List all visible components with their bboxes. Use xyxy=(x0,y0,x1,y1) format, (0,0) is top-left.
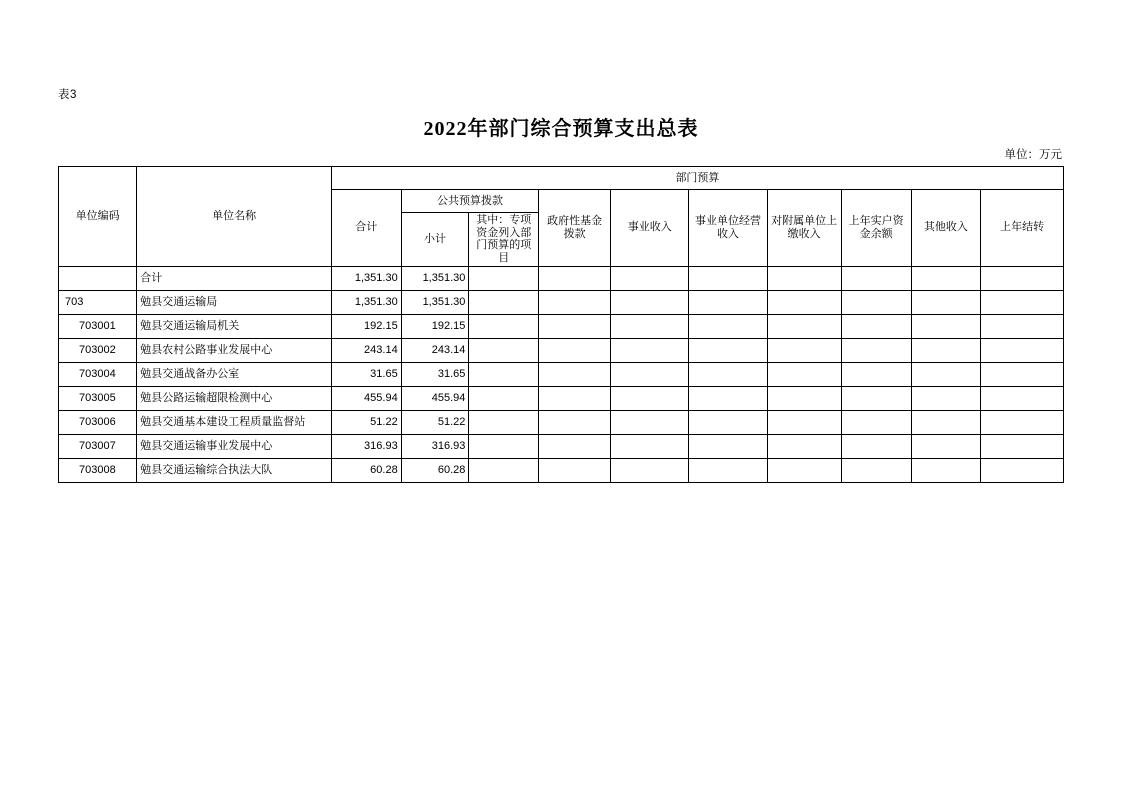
cell-asset-balance xyxy=(841,362,911,386)
cell-shiye xyxy=(611,434,689,458)
cell-other xyxy=(911,290,981,314)
cell-special xyxy=(469,386,539,410)
cell-other xyxy=(911,434,981,458)
column-header-prior-year-asset-balance: 上年实户资金余额 xyxy=(841,190,911,267)
cell-subtotal: 1,351.30 xyxy=(401,290,469,314)
cell-affiliated xyxy=(767,314,841,338)
unit-note: 单位：万元 xyxy=(1004,149,1062,161)
cell-affiliated xyxy=(767,386,841,410)
cell-unit-code: 703007 xyxy=(59,434,137,458)
column-header-gov-fund: 政府性基金拨款 xyxy=(539,190,611,267)
cell-operating xyxy=(689,266,767,290)
cell-total: 243.14 xyxy=(331,338,401,362)
cell-total: 1,351.30 xyxy=(331,290,401,314)
cell-carryover xyxy=(981,410,1064,434)
cell-shiye xyxy=(611,338,689,362)
cell-carryover xyxy=(981,338,1064,362)
cell-special xyxy=(469,434,539,458)
cell-gov-fund xyxy=(539,290,611,314)
cell-affiliated xyxy=(767,266,841,290)
budget-table-container xyxy=(58,166,1064,483)
cell-shiye xyxy=(611,314,689,338)
sheet-label: 表3 xyxy=(58,89,77,101)
cell-asset-balance xyxy=(841,338,911,362)
cell-subtotal: 243.14 xyxy=(401,338,469,362)
cell-gov-fund xyxy=(539,314,611,338)
cell-unit-name: 勉县农村公路事业发展中心 xyxy=(137,338,332,362)
cell-unit-name: 勉县交通运输局 xyxy=(137,290,332,314)
column-header-unit-name: 单位名称 xyxy=(137,167,332,267)
cell-carryover xyxy=(981,386,1064,410)
cell-operating xyxy=(689,410,767,434)
cell-unit-code: 703 xyxy=(59,290,137,314)
cell-unit-name: 勉县公路运输超限检测中心 xyxy=(137,386,332,410)
cell-shiye xyxy=(611,386,689,410)
cell-gov-fund xyxy=(539,362,611,386)
budget-table xyxy=(58,166,1064,483)
cell-carryover xyxy=(981,362,1064,386)
cell-subtotal: 455.94 xyxy=(401,386,469,410)
cell-asset-balance xyxy=(841,458,911,482)
cell-total: 316.93 xyxy=(331,434,401,458)
cell-affiliated xyxy=(767,362,841,386)
cell-unit-code: 703004 xyxy=(59,362,137,386)
cell-unit-code: 703001 xyxy=(59,314,137,338)
cell-gov-fund xyxy=(539,386,611,410)
cell-gov-fund xyxy=(539,338,611,362)
cell-affiliated xyxy=(767,434,841,458)
cell-special xyxy=(469,266,539,290)
cell-unit-code xyxy=(59,266,137,290)
cell-asset-balance xyxy=(841,434,911,458)
cell-gov-fund xyxy=(539,434,611,458)
cell-affiliated xyxy=(767,410,841,434)
cell-asset-balance xyxy=(841,266,911,290)
cell-special xyxy=(469,290,539,314)
cell-subtotal: 51.22 xyxy=(401,410,469,434)
cell-unit-name: 勉县交通运输综合执法大队 xyxy=(137,458,332,482)
cell-total: 31.65 xyxy=(331,362,401,386)
cell-affiliated xyxy=(767,290,841,314)
cell-carryover xyxy=(981,314,1064,338)
table-row xyxy=(59,410,1064,434)
cell-operating xyxy=(689,458,767,482)
cell-asset-balance xyxy=(841,290,911,314)
cell-operating xyxy=(689,362,767,386)
cell-operating xyxy=(689,338,767,362)
cell-affiliated xyxy=(767,458,841,482)
cell-unit-code: 703006 xyxy=(59,410,137,434)
table-header xyxy=(59,167,1064,267)
cell-other xyxy=(911,458,981,482)
table-row xyxy=(59,290,1064,314)
cell-unit-code: 703008 xyxy=(59,458,137,482)
cell-carryover xyxy=(981,290,1064,314)
column-header-public-budget: 公共预算拨款 xyxy=(401,190,539,213)
cell-unit-name: 勉县交通基本建设工程质量监督站 xyxy=(137,410,332,434)
cell-unit-name: 勉县交通战备办公室 xyxy=(137,362,332,386)
table-row xyxy=(59,362,1064,386)
cell-affiliated xyxy=(767,338,841,362)
cell-other xyxy=(911,314,981,338)
cell-total: 51.22 xyxy=(331,410,401,434)
header-row-group xyxy=(59,167,1064,190)
cell-other xyxy=(911,410,981,434)
cell-shiye xyxy=(611,458,689,482)
page-title: 2022年部门综合预算支出总表 xyxy=(423,118,699,140)
cell-unit-name: 勉县交通运输局机关 xyxy=(137,314,332,338)
table-row xyxy=(59,386,1064,410)
cell-subtotal: 31.65 xyxy=(401,362,469,386)
cell-subtotal: 192.15 xyxy=(401,314,469,338)
cell-shiye xyxy=(611,266,689,290)
cell-special xyxy=(469,314,539,338)
cell-gov-fund xyxy=(539,410,611,434)
cell-operating xyxy=(689,290,767,314)
cell-unit-code: 703005 xyxy=(59,386,137,410)
cell-subtotal: 316.93 xyxy=(401,434,469,458)
cell-subtotal: 1,351.30 xyxy=(401,266,469,290)
cell-special xyxy=(469,410,539,434)
table-row xyxy=(59,338,1064,362)
column-header-total: 合计 xyxy=(331,190,401,267)
cell-total: 60.28 xyxy=(331,458,401,482)
cell-operating xyxy=(689,386,767,410)
cell-operating xyxy=(689,434,767,458)
table-row xyxy=(59,314,1064,338)
cell-shiye xyxy=(611,290,689,314)
cell-subtotal: 60.28 xyxy=(401,458,469,482)
cell-asset-balance xyxy=(841,314,911,338)
table-row xyxy=(59,458,1064,482)
cell-other xyxy=(911,338,981,362)
cell-unit-code: 703002 xyxy=(59,338,137,362)
table-row xyxy=(59,266,1064,290)
cell-other xyxy=(911,386,981,410)
column-header-special-funds: 其中：专项资金列入部门预算的项目 xyxy=(469,213,539,267)
cell-carryover xyxy=(981,434,1064,458)
column-header-prior-year-carryover: 上年结转 xyxy=(981,190,1064,267)
column-header-shiye-operating-income: 事业单位经营收入 xyxy=(689,190,767,267)
cell-gov-fund xyxy=(539,458,611,482)
cell-special xyxy=(469,362,539,386)
cell-gov-fund xyxy=(539,266,611,290)
cell-carryover xyxy=(981,458,1064,482)
table-body xyxy=(59,266,1064,482)
column-header-affiliated-income: 对附属单位上缴收入 xyxy=(767,190,841,267)
cell-asset-balance xyxy=(841,386,911,410)
column-header-subtotal: 小计 xyxy=(401,213,469,267)
column-header-unit-code: 单位编码 xyxy=(59,167,137,267)
column-header-shiye-income: 事业收入 xyxy=(611,190,689,267)
cell-other xyxy=(911,266,981,290)
cell-total: 1,351.30 xyxy=(331,266,401,290)
cell-operating xyxy=(689,314,767,338)
cell-other xyxy=(911,362,981,386)
cell-shiye xyxy=(611,410,689,434)
table-row xyxy=(59,434,1064,458)
cell-asset-balance xyxy=(841,410,911,434)
cell-special xyxy=(469,338,539,362)
column-header-other-income: 其他收入 xyxy=(911,190,981,267)
cell-unit-name: 勉县交通运输事业发展中心 xyxy=(137,434,332,458)
cell-total: 455.94 xyxy=(331,386,401,410)
cell-shiye xyxy=(611,362,689,386)
column-header-department-budget: 部门预算 xyxy=(331,167,1063,190)
cell-unit-name: 合计 xyxy=(137,266,332,290)
cell-special xyxy=(469,458,539,482)
cell-total: 192.15 xyxy=(331,314,401,338)
cell-carryover xyxy=(981,266,1064,290)
